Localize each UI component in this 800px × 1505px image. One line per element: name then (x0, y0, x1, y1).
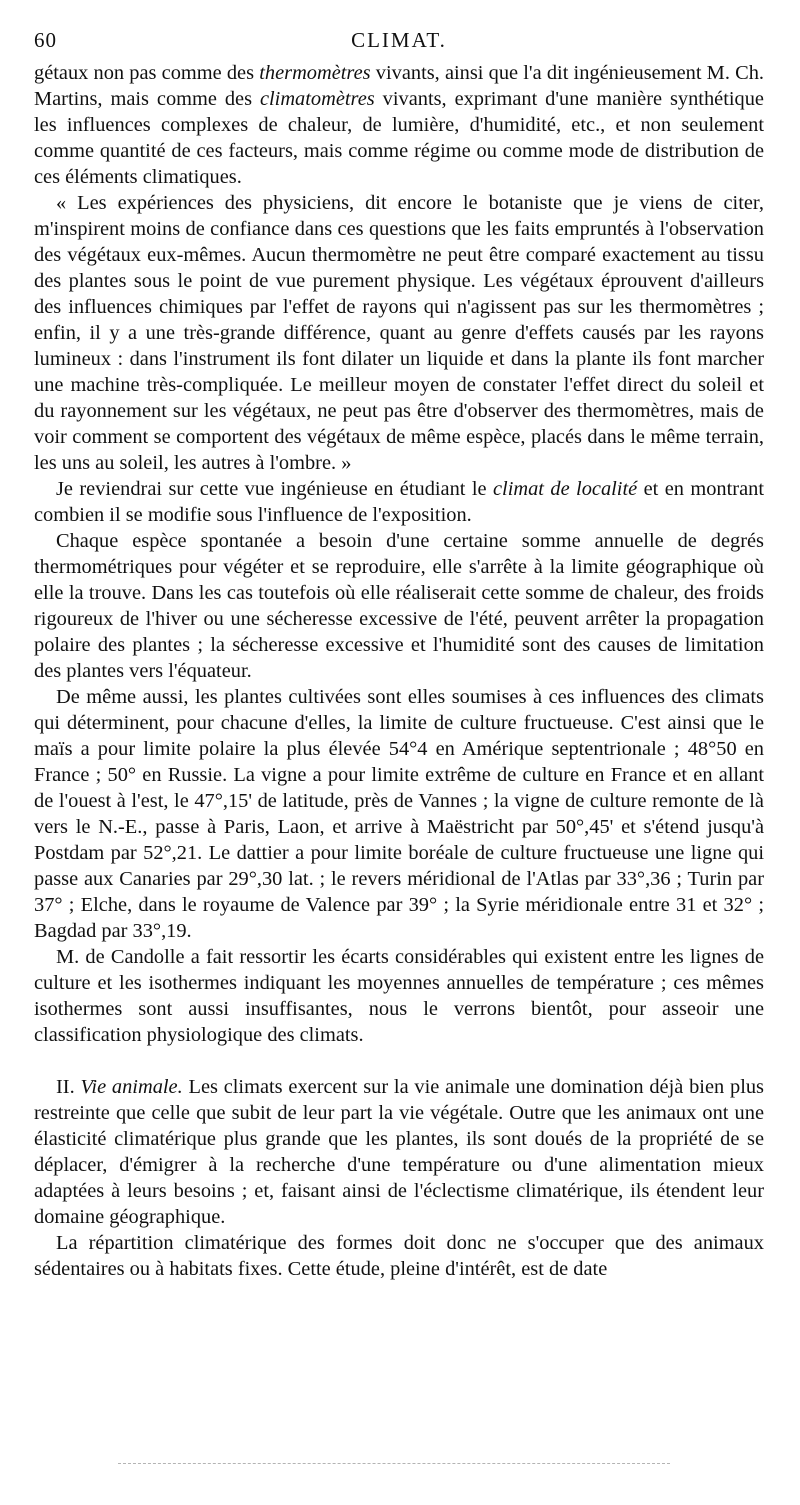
running-head (34, 20, 764, 60)
paragraph-candolle (34, 944, 764, 1048)
italic-text: climatomètres (259, 88, 375, 110)
paragraph-continuation (34, 60, 764, 190)
paragraph-vie-animale (34, 1074, 764, 1230)
text-segment: La répartition climatérique des formes doit donc ne s'occuper que des animaux sédentaires ou à habitats fixes. Cette étude, pleine d'intérêt, est de date (34, 1232, 764, 1280)
text-segment: II. (56, 1076, 81, 1098)
text-segment: gétaux non pas comme des (34, 62, 260, 84)
text-segment: De même aussi, les plantes cultivées sont elles soumises à ces influences des climats qui déterminent, pour chacune d'elles, la limite de culture fructueuse. C'est ainsi que le maïs a pour limite polaire la plus élevée 54°4 en Amérique septentrionale ; 48°50 en France ; 50° en Russie. La vigne a pour limite extrême de culture en France et en allant de l'ouest à l'est, le 47°,15' de latitude, près de Vannes ; la vigne de culture remonte de là vers le N.-E., passe à Paris, Laon, et arrive à Maëstricht par 50°,45' et s'étend jusqu'à Postdam par 52°,21. Le dattier a pour limite boréale de culture fructueuse une ligne qui passe aux Canaries par 29°,30 lat. ; le revers méridional de l'Atlas par 33°,36 ; Turin par 37° ; Elche, dans le royaume de Valence par 39° ; la Syrie méridionale entre 31 et 32° ; Bagdad par 33°,19. (34, 686, 764, 942)
paragraph-quotation (34, 190, 764, 476)
footer-rule (118, 1463, 670, 1464)
text-segment: « Les expériences des physiciens, dit encore le botaniste que je viens de citer, m'inspirent moins de confiance dans ces questions que les faits empruntés à l'observation des végétaux eux-mêmes. Aucun thermomètre ne peut être comparé exactement au tissu des plantes sous le point de vue purement physique. Les végétaux éprouvent d'ailleurs des influences chimiques par l'effet de rayons qui n'agissent pas sur les thermomètres ; enfin, il y a une très-grande différence, quant au genre d'effets causés par les rayons lumineux : dans l'instrument ils font dilater un liquide et dans la plante ils font marcher une machine très-compliquée. Le meilleur moyen de constater l'effet direct du soleil et du rayonnement sur les végétaux, ne peut pas être d'observer des thermomètres, mais de voir comment se comportent des végétaux de même espèce, placés dans le même terrain, les uns au soleil, les autres à l'ombre. » (34, 192, 764, 474)
text-segment: et en montrant combien il se modifie sous l'influence de l'exposition. (34, 478, 764, 526)
running-title: CLIMAT. (351, 28, 447, 52)
text-segment: M. de Candolle a fait ressortir les écarts considérables qui existent entre les lignes de culture et les isothermes indiquant les moyennes annuelles de température ; ces mêmes isothermes sont aussi insuffisantes, nous le verrons bientôt, pour asseoir une classification physiologique des climats. (34, 946, 764, 1046)
text-segment: vivants, ainsi que l'a dit ingénieusement M. Ch. Martins, mais comme des (34, 62, 764, 110)
paragraph-repartition (34, 1230, 764, 1282)
page-number: 60 (34, 28, 57, 52)
paragraph-localite (34, 476, 764, 528)
italic-text: thermomètres (259, 62, 371, 84)
italic-text: climat de localité (493, 478, 638, 500)
text-segment: Les climats exercent sur la vie animale une domination déjà bien plus restreinte que celle que subit de leur part la vie végétale. Outre que les animaux ont une élasticité climatérique plus grande que les plantes, ils sont doués de la propriété de se déplacer, d'émigrer à la recherche d'une température ou d'une alimentation mieux adaptées à leurs besoins ; et, faisant ainsi de l'éclectisme climatérique, ils étendent leur domaine géographique. (34, 1076, 764, 1228)
italic-text: Vie animale. (80, 1076, 183, 1098)
text-segment: Je reviendrai sur cette vue ingénieuse en étudiant le (56, 478, 493, 500)
text-segment: Chaque espèce spontanée a besoin d'une certaine somme annuelle de degrés thermométriques pour végéter et se reproduire, elle s'arrête à la limite géographique où elle la trouve. Dans les cas toutefois où elle réaliserait cette somme de chaleur, des froids rigoureux de l'hiver ou une sécheresse excessive de l'été, peuvent arrêter la propagation polaire des plantes ; la sécheresse excessive et l'humidité sont des causes de limitation des plantes vers l'équateur. (34, 530, 764, 682)
paragraph-cultivated-plants (34, 684, 764, 944)
paragraph-species-limits (34, 528, 764, 684)
text-segment: vivants, exprimant d'une manière synthétique les influences complexes de chaleur, de lumière, d'humidité, etc., et non seulement comme quantité de ces facteurs, mais comme régime ou comme mode de distribution de ces éléments climatiques. (34, 88, 764, 188)
